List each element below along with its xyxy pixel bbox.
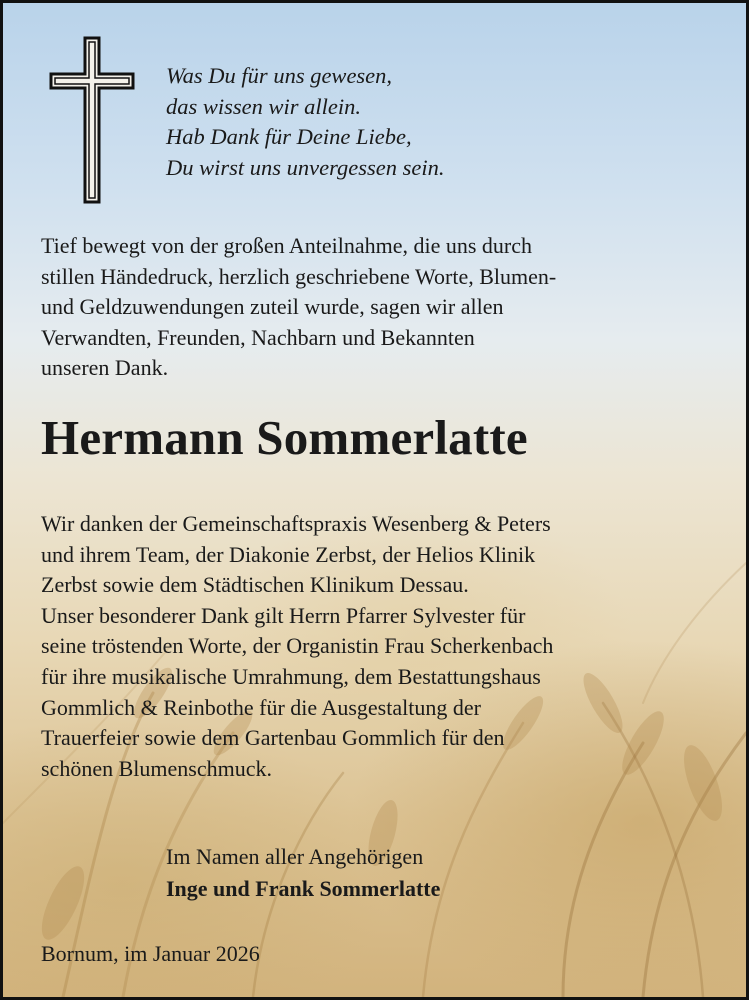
verse-line: Hab Dank für Deine Liebe, <box>166 124 412 149</box>
thanks-line: Wir danken der Gemeinschaftspraxis Wesenberg & Peters <box>41 511 551 536</box>
signature-block <box>166 841 440 905</box>
place-date: Bornum, im Januar 2026 <box>41 941 260 966</box>
thanks-line: seine tröstenden Worte, der Organistin Frau Scherkenbach <box>41 633 554 659</box>
signature-names: Inge und Frank Sommerlatte <box>166 876 441 901</box>
thanks-line: für ihre musikalische Umrahmung, dem Bestattungshaus <box>41 663 541 689</box>
thanks-line: Zerbst sowie dem Städtischen Klinikum Dessau. <box>41 572 469 598</box>
intro-paragraph <box>41 231 556 384</box>
intro-line: und Geldzuwendungen zuteil wurde, sagen wir allen <box>41 294 504 320</box>
verse-line: das wissen wir allein. <box>166 93 362 119</box>
intro-line: Tief bewegt von der großen Anteilnahme, die uns durch <box>41 233 533 258</box>
thanks-line: und ihrem Team, der Diakonie Zerbst, der Helios Klinik <box>41 541 536 567</box>
intro-line: unseren Dank. <box>41 355 169 381</box>
intro-line: stillen Händedruck, herzlich geschriebene Worte, Blumen- <box>41 263 557 289</box>
verse-line: Was Du für uns gewesen, <box>166 63 393 88</box>
memorial-verse <box>166 61 445 183</box>
intro-line: Verwandten, Freunden, Nachbarn und Bekannten <box>41 324 475 350</box>
thanks-line: Gommlich & Reinbothe für die Ausgestaltung der <box>41 694 481 720</box>
thanks-line: Unser besonderer Dank gilt Herrn Pfarrer Sylvester für <box>41 602 526 628</box>
thanks-paragraph <box>41 509 553 784</box>
christian-cross-icon <box>49 36 135 204</box>
signature-intro: Im Namen aller Angehörigen <box>166 844 424 869</box>
thanks-line: Trauerfeier sowie dem Gartenbau Gommlich für den <box>41 725 505 751</box>
thanks-line: schönen Blumenschmuck. <box>41 755 272 781</box>
verse-line: Du wirst uns unvergessen sein. <box>166 154 445 180</box>
deceased-name: Hermann Sommerlatte <box>41 410 528 465</box>
